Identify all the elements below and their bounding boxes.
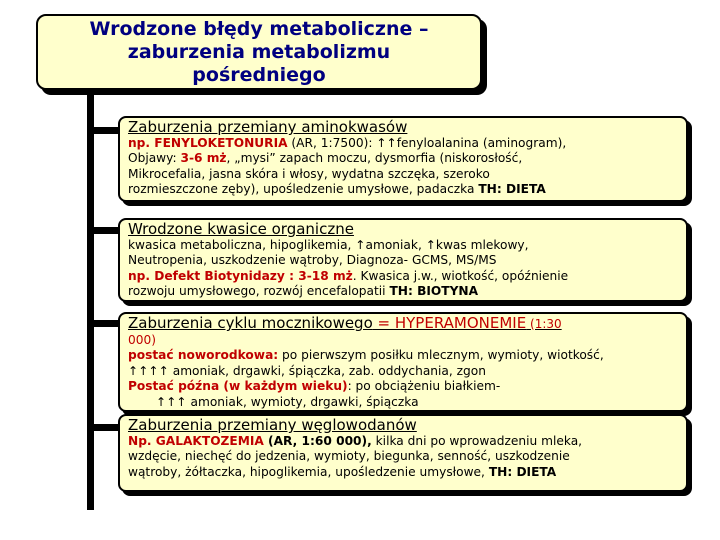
title-line-2: zaburzenia metabolizmu xyxy=(127,41,391,63)
galactosemia-therapy: TH: DIETA xyxy=(488,464,557,479)
box-urea-cycle-line-1: 000) xyxy=(128,333,157,347)
biotinidase-age: 3-18 mż xyxy=(293,268,353,283)
box-carbohydrates-line-3 xyxy=(128,465,680,480)
title-line-3: pośredniego xyxy=(192,64,326,86)
pku-text-end: rozmieszczone zęby), upośledzenie umysłowe, padaczka xyxy=(128,182,479,197)
box-organic-acids-line-2: Neutropenia, uszkodzenie wątroby, Diagnoza- GCMS, MS/MS xyxy=(128,253,497,268)
box-aminoacids-line-4 xyxy=(128,182,680,197)
box-organic-acids-line-4 xyxy=(128,284,680,299)
biotinidase-text-end: rozwoju umysłowego, rozwój encefalopatii xyxy=(128,284,390,299)
box-organic-acids-heading: Wrodzone kwasice organiczne xyxy=(128,220,354,238)
box-urea-cycle xyxy=(118,312,688,412)
box-aminoacids xyxy=(118,116,688,202)
biotinidase-text: . Kwasica j.w., wiotkość, opóźnienie xyxy=(352,268,569,283)
box-carbohydrates-line-1 xyxy=(128,434,680,449)
title-line-1: Wrodzone błędy metaboliczne – xyxy=(89,18,429,40)
galactosemia-text: kilka dni po wprowadzeniu mleka, xyxy=(371,434,583,448)
urea-frequency: (1:30 xyxy=(526,317,562,331)
hyperammonemia-label: = HYPERAMONEMIE xyxy=(372,314,527,332)
title-box xyxy=(36,14,482,90)
neonatal-form-text: po pierwszym posiłku mlecznym, wymioty, wiotkość, xyxy=(278,348,604,363)
box-carbohydrates-heading: Zaburzenia przemiany węglowodanów xyxy=(128,416,417,434)
late-form-text: : po obciążeniu białkiem- xyxy=(347,379,501,394)
box-organic-acids-line-1: kwasica metaboliczna, hipoglikemia, ↑amoniak, ↑kwas mlekowy, xyxy=(128,238,529,252)
box-urea-cycle-line-5: ↑↑↑ amoniak, wymioty, drgawki, śpiączka xyxy=(156,394,419,409)
box-aminoacids-line-3: Mikrocefalia, jasna skóra i włosy, wydatna szczęka, szeroko xyxy=(128,166,490,181)
galactosemia-frequency: (AR, 1:60 000), xyxy=(263,434,372,448)
neonatal-form-label: postać noworodkowa: xyxy=(128,348,279,363)
box-organic-acids xyxy=(118,218,688,302)
pku-label: np. FENYLOKETONURIA xyxy=(128,136,288,150)
galactosemia-text-end: wątroby, żółtaczka, hipoglikemia, upośledzenie umysłowe, xyxy=(128,464,489,479)
box-organic-acids-line-3 xyxy=(128,269,680,284)
box-carbohydrates xyxy=(118,414,688,492)
box-aminoacids-heading: Zaburzenia przemiany aminokwasów xyxy=(128,118,408,136)
pku-text: (AR, 1:7500): ↑↑fenyloalanina (aminogram), xyxy=(287,136,567,150)
galactosemia-label: Np. GALAKTOZEMIA xyxy=(128,434,264,448)
box-urea-cycle-line-2 xyxy=(128,348,680,363)
biotinidase-label: np. Defekt Biotynidazy : xyxy=(128,268,294,283)
box-urea-cycle-heading: Zaburzenia cyklu mocznikowego xyxy=(128,314,373,332)
late-form-label: Postać późna (w każdym wieku) xyxy=(128,379,348,394)
box-carbohydrates-line-2: wzdęcie, niechęć do jedzenia, wymioty, biegunka, senność, uszkodzenie xyxy=(128,449,570,464)
box-aminoacids-line-2 xyxy=(128,151,680,166)
box-urea-cycle-line-4 xyxy=(128,379,680,394)
pku-symptoms: , „mysi” zapach moczu, dysmorfia (niskorosłość, xyxy=(226,151,523,166)
box-aminoacids-line-1 xyxy=(128,136,680,151)
pku-therapy: TH: DIETA xyxy=(478,182,546,197)
connector-vertical xyxy=(87,92,94,510)
pku-symptoms-label: Objawy: xyxy=(128,151,181,166)
biotinidase-therapy: TH: BIOTYNA xyxy=(389,284,479,299)
box-urea-cycle-line-3: ↑↑↑↑ amoniak, drgawki, śpiączka, zab. oddychania, zgon xyxy=(128,363,486,378)
pku-age: 3-6 mż xyxy=(180,151,227,166)
box-urea-cycle-heading-row xyxy=(128,314,680,333)
